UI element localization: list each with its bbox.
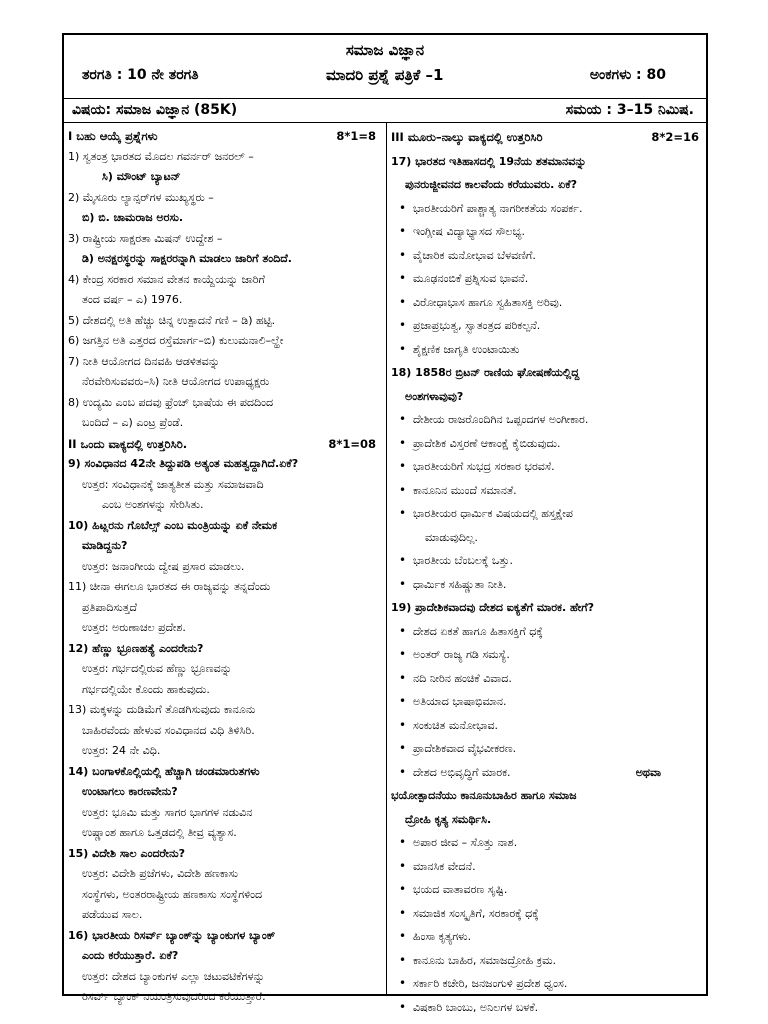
bullet-point bbox=[391, 479, 705, 503]
text-line bbox=[391, 385, 705, 409]
text-line bbox=[68, 352, 382, 373]
text-line bbox=[68, 147, 382, 168]
text-line bbox=[68, 495, 382, 516]
text-line bbox=[68, 803, 382, 824]
bullet-point bbox=[391, 761, 705, 785]
line-text: ಮೂಢನಂಬಿಕೆ ಪ್ರಶ್ನಿಸುವ ಭಾವನೆ. bbox=[413, 272, 529, 285]
line-text: ಪಡೆಯುವ ಸಾಲ. bbox=[82, 908, 143, 921]
text-line bbox=[391, 808, 705, 832]
class-label: ತರಗತಿ : 10 ನೇ ತರಗತಿ bbox=[82, 67, 199, 83]
line-text: ದ್ರೋಹಿ ಕೃತ್ಯ ಸಮರ್ಥಿಸಿ. bbox=[405, 812, 492, 826]
bullet-point bbox=[391, 972, 705, 996]
line-text: ದೇಶೀಯ ರಾಜರೊಂದಿಗಿನ ಒಪ್ಪಂದಗಳ ಅಂಗೀಕಾರ. bbox=[413, 413, 589, 426]
bullet-point bbox=[391, 620, 705, 644]
line-text: ಉಂಟಾಗಲು ಕಾರಣವೇನು? bbox=[82, 785, 178, 798]
bullet-point bbox=[391, 573, 705, 597]
text-line bbox=[68, 659, 382, 680]
line-text: ಭಾರತೀಯರಿಗೆ ಪಾಶ್ಚಾತ್ಯ ನಾಗರೀಕತೆಯ ಸಂಪರ್ಕ. bbox=[413, 201, 583, 215]
line-text: ಬಂದಿದೆ – ಎ) ಎಂಟ್ರ ಪ್ರೆಂಡೆ. bbox=[82, 416, 184, 429]
line-text: ವಿಷಕಾರಿ ಬಾಂಬು, ಅನಿಲಗಳ ಬಳಕೆ. bbox=[413, 1000, 539, 1014]
bullet-point bbox=[391, 197, 705, 221]
line-text: ಸಂಸ್ಥೆಗಳು, ಅಂತರರಾಷ್ಟ್ರೀಯ ಹಣಕಾಸು ಸಂಸ್ಥೆಗಳಿಂದ bbox=[82, 887, 263, 901]
bullet-point bbox=[391, 244, 705, 268]
bullet-point bbox=[391, 220, 705, 244]
line-text: ಗರ್ಭದಲ್ಲಿಯೇ ಕೊಂದು ಹಾಕುವುದು. bbox=[82, 682, 210, 696]
line-text: 12) ಹೆಣ್ಣು ಭ್ರೂಣಹತ್ಯೆ ಎಂದರೇನು? bbox=[68, 641, 204, 655]
text-line bbox=[68, 516, 382, 537]
text-line bbox=[68, 987, 382, 1008]
line-text: ಮಾಡುವುದಿಲ್ಲ. bbox=[425, 530, 478, 544]
column-divider bbox=[386, 123, 387, 994]
line-text: ಉತ್ತರ: 24 ನೇ ವಿಧಿ. bbox=[82, 744, 161, 757]
text-line bbox=[391, 526, 705, 550]
line-text: ಅತಿಯಾದ ಭಾಷಾಭಿಮಾನ. bbox=[413, 695, 507, 708]
section-heading bbox=[68, 126, 382, 147]
subject-label: ವಿಷಯ: ಸಮಾಜ ವಿಜ್ಞಾನ (85K) bbox=[72, 102, 238, 118]
line-text: 5) ದೇಶದಲ್ಲಿ ಅತಿ ಹೆಚ್ಚು ಚಿನ್ನ ಉತ್ಪಾದನೆ ಗಣಿ – ಡಿ) ಹಟ್ಟಿ. bbox=[68, 313, 276, 327]
line-text: ಪುನರುಜ್ಜೀವನದ ಕಾಲವೆಂದು ಕರೆಯುವರು. ಏಕೆ? bbox=[405, 178, 577, 191]
text-line bbox=[68, 557, 382, 578]
bullet-point bbox=[391, 408, 705, 432]
line-text: ವಿರೋಧಾಭಾಸ ಹಾಗೂ ಸ್ವಹಿತಾಸಕ್ತಿ ಅರಿವು. bbox=[413, 295, 563, 309]
text-line bbox=[68, 905, 382, 926]
line-text: ಅಪಾರ ಜೀವ – ಸೊತ್ತು ನಾಶ. bbox=[413, 836, 518, 849]
bullet-point bbox=[391, 690, 705, 714]
text-line bbox=[391, 150, 705, 174]
line-text: 9) ಸಂವಿಧಾನದ 42ನೇ ತಿದ್ದುಪಡಿ ಅತ್ಯಂತ ಮಹತ್ವದ್ದಾಗಿದೆ.ಏಕೆ? bbox=[68, 457, 299, 470]
line-text: 2) ಮೈಸೂರು ಲ್ಯಾನ್ಸರ್‌ಗಳ ಮುಖ್ಯಸ್ಥರು – bbox=[68, 190, 214, 204]
text-line bbox=[68, 372, 382, 393]
text-line bbox=[391, 596, 705, 620]
section-marks: 8*1=08 bbox=[328, 436, 376, 451]
line-text: 3) ರಾಷ್ಟ್ರೀಯ ಸಾಕ್ಷರತಾ ಮಿಷನ್ ಉದ್ದೇಶ – bbox=[68, 231, 223, 245]
bullet-point bbox=[391, 432, 705, 456]
text-line bbox=[68, 823, 382, 844]
left-column bbox=[68, 126, 382, 1003]
line-text: ಇಂಗ್ಲೀಷ ವಿದ್ಯಾಭ್ಯಾಸದ ಸೌಲಭ್ಯ. bbox=[413, 225, 526, 238]
line-text: 10) ಹಿಟ್ಲರನು ಗೊಬೆಲ್ಸ್ ಎಂಬ ಮಂತ್ರಿಯನ್ನು ಏಕೆ ನೇಮಕ bbox=[68, 518, 278, 532]
line-text: II ಒಂದು ವಾಕ್ಯದಲ್ಲಿ ಉತ್ತರಿಸಿರಿ. bbox=[68, 436, 188, 451]
bullet-point bbox=[391, 737, 705, 761]
text-line bbox=[68, 618, 382, 639]
bullet-point bbox=[391, 925, 705, 949]
line-text: ಸಂಕುಚಿತ ಮನೋಭಾವ. bbox=[413, 718, 499, 732]
line-text: ಭಾರತೀಯ ಬೆಂಬಲಕ್ಕೆ ಒತ್ತು. bbox=[413, 554, 513, 567]
right-column bbox=[391, 126, 705, 1014]
text-line bbox=[68, 331, 382, 352]
line-text: ಪ್ರಜಾಪ್ರಭುತ್ವ, ಸ್ವಾತಂತ್ರದ ಪರಿಕಲ್ಪನೆ. bbox=[413, 319, 541, 332]
line-text: ಪ್ರಾದೇಶಿಕವಾದ ವೈಭವೀಕರಣ. bbox=[413, 742, 517, 755]
line-text: ಭಯೋತ್ಪಾದನೆಯು ಕಾನೂನುಬಾಹಿರ ಹಾಗೂ ಸಮಾಜ bbox=[391, 789, 577, 802]
text-line bbox=[68, 967, 382, 988]
line-text: ಮಾಡಿದ್ದನು? bbox=[82, 539, 128, 552]
bullet-point bbox=[391, 314, 705, 338]
line-text: ದೇಶದ ಅಭಿವೃದ್ಧಿಗೆ ಮಾರಕ. bbox=[413, 765, 511, 779]
line-text: ಎಂಬ ಅಂಶಗಳನ್ನು ಸೇರಿಸಿತು. bbox=[102, 498, 204, 511]
text-line bbox=[391, 361, 705, 385]
line-text: ಶೈಕ್ಷಣಿಕ ಜಾಗೃತಿ ಉಂಟಾಯಿತು bbox=[413, 342, 520, 356]
text-line bbox=[68, 577, 382, 598]
text-line bbox=[68, 454, 382, 475]
line-text: ಸರ್ಕಾರಿ ಕಚೇರಿ, ಜನಜಂಗುಳಿ ಪ್ರದೇಶ ಧ್ವಂಸ. bbox=[413, 977, 568, 990]
line-text: ನದಿ ನೀರಿನ ಹಂಚಿಕೆ ವಿವಾದ. bbox=[413, 671, 512, 685]
text-line bbox=[68, 762, 382, 783]
line-text: ಡಿ) ಅನಕ್ಷರಸ್ಥರನ್ನು ಸಾಕ್ಷರರನ್ನಾಗಿ ಮಾಡಲು ಜಾರಿಗೆ ತಂದಿದೆ. bbox=[82, 252, 292, 265]
subject-row bbox=[64, 99, 706, 123]
text-line bbox=[68, 741, 382, 762]
line-text: 14) ಬಂಗಾಳಕೊಲ್ಲಿಯಲ್ಲಿ ಹೆಚ್ಚಾಗಿ ಚಂಡಮಾರುತಗಳು bbox=[68, 764, 260, 778]
text-line bbox=[68, 270, 382, 291]
bullet-point bbox=[391, 549, 705, 573]
text-line bbox=[68, 864, 382, 885]
line-text: 4) ಕೇಂದ್ರ ಸರಕಾರ ಸಮಾನ ವೇತನ ಕಾಯ್ದೆಯನ್ನು ಜಾರಿಗೆ bbox=[68, 272, 265, 286]
line-text: 17) ಭಾರತದ ಇತಿಹಾಸದಲ್ಲಿ 19ನೆಯ ಶತಮಾನವನ್ನು bbox=[391, 154, 587, 168]
line-text: ಬಿ) ಬಿ. ಚಾಮರಾಜ ಅರಸು. bbox=[82, 211, 184, 224]
bullet-point bbox=[391, 714, 705, 738]
text-line bbox=[68, 208, 382, 229]
line-text: ಧಾರ್ಮಿಕ ಸಹಿಷ್ಣುತಾ ನೀತಿ. bbox=[413, 577, 507, 591]
bullet-point bbox=[391, 338, 705, 362]
bullet-point bbox=[391, 643, 705, 667]
text-line bbox=[68, 926, 382, 947]
line-text: 15) ವಿದೇಶಿ ಸಾಲ ಎಂದರೇನು? bbox=[68, 846, 185, 860]
line-text: ಹಿಂಸಾ ಕೃತ್ಯಗಳು. bbox=[413, 930, 472, 943]
line-text: ಎಂದು ಕರೆಯುತ್ತಾರೆ. ಏಕೆ? bbox=[82, 949, 179, 962]
line-text: ಉತ್ತರ: ಗರ್ಭದಲ್ಲಿರುವ ಹೆಣ್ಣು ಭ್ರೂಣವನ್ನು bbox=[82, 662, 232, 675]
bullet-point bbox=[391, 902, 705, 926]
text-line bbox=[68, 598, 382, 619]
line-text: ಉತ್ತರ: ಭೂಮಿ ಮತ್ತು ಸಾಗರ ಭಾಗಗಳ ನಡುವಿನ bbox=[82, 805, 253, 819]
section-heading bbox=[391, 126, 705, 150]
text-line bbox=[68, 782, 382, 803]
bullet-point bbox=[391, 855, 705, 879]
text-line bbox=[68, 844, 382, 865]
line-text: 7) ನೀತಿ ಆಯೋಗದ ದಿನವಹಿ ಆಡಳಿತವನ್ನು bbox=[68, 354, 220, 368]
text-line bbox=[68, 229, 382, 250]
line-text: ನೆರವೇರಿಸುವವರು–ಸಿ) ನೀತಿ ಆಯೋಗದ ಉಪಾಧ್ಯಕ್ಷರು bbox=[82, 375, 270, 388]
bullet-point bbox=[391, 502, 705, 526]
line-text: ಅಂತರ್ ರಾಜ್ಯ ಗಡಿ ಸಮಸ್ಯೆ. bbox=[413, 648, 510, 661]
text-line bbox=[68, 188, 382, 209]
bullet-point bbox=[391, 949, 705, 973]
text-line bbox=[391, 173, 705, 197]
line-text: ಪ್ರತಿಪಾದಿಸುತ್ತದೆ bbox=[82, 600, 138, 614]
line-text: ಅಂಶಗಳಾವುವು? bbox=[405, 389, 464, 403]
bullet-point bbox=[391, 667, 705, 691]
line-text: ಭಾರತೀಯರ ಧಾರ್ಮಿಕ ವಿಷಯದಲ್ಲಿ ಹಸ್ತಕ್ಷೇಪ bbox=[413, 507, 573, 520]
line-text: 19) ಪ್ರಾದೇಶಿಕವಾದವು ದೇಶದ ಐಕ್ಯತೆಗೆ ಮಾರಕ. ಹೇಗೆ? bbox=[391, 601, 594, 614]
line-text: ಉತ್ತರ: ಜನಾಂಗೀಯ ದ್ವೇಷ ಪ್ರಸಾರ ಮಾಡಲು. bbox=[82, 559, 245, 573]
section-marks: 8*2=16 bbox=[651, 130, 699, 144]
or-label: ಅಥವಾ bbox=[635, 765, 661, 779]
bullet-point bbox=[391, 878, 705, 902]
line-text: 16) ಭಾರತೀಯ ರಿಸರ್ವ್ ಬ್ಯಾಂಕ್‌ನ್ನು ಬ್ಯಾಂಕುಗಳ ಬ್ಯಾಂಕ್ bbox=[68, 928, 276, 942]
line-text: 8) ಉದ್ಯಮಿ ಎಂಬ ಪದವು ಫ್ರೆಂಚ್ ಭಾಷೆಯ ಈ ಪದದಿಂದ bbox=[68, 395, 274, 409]
line-text: 6) ಜಗತ್ತಿನ ಅತಿ ಎತ್ತರದ ರಸ್ತೆಮಾರ್ಗ–ಬಿ) ಕುಲುಮನಾಲಿ–ಲ್ಹೇ bbox=[68, 334, 284, 347]
text-line bbox=[391, 784, 705, 808]
paper-title: ಮಾದರಿ ಪ್ರಶ್ನೆ ಪತ್ರಿಕೆ –1 bbox=[326, 66, 444, 84]
text-line bbox=[68, 946, 382, 967]
time-label: ಸಮಯ : 3–15 ನಿಮಿಷ. bbox=[565, 102, 694, 118]
text-line bbox=[68, 311, 382, 332]
line-text: ಉತ್ತರ: ವಿದೇಶಿ ಪ್ರಜೆಗಳು, ವಿದೇಶಿ ಹಣಕಾಸು bbox=[82, 867, 239, 880]
line-text: ವೈಚಾರಿಕ ಮನೋಭಾವ ಬೆಳವಣಿಗೆ. bbox=[413, 248, 536, 262]
header-block bbox=[64, 35, 706, 99]
text-line bbox=[68, 413, 382, 434]
line-text: I ಬಹು ಆಯ್ಕೆ ಪ್ರಶ್ನೆಗಳು bbox=[68, 129, 158, 143]
bullet-point bbox=[391, 267, 705, 291]
bullet-point bbox=[391, 455, 705, 479]
text-line bbox=[68, 680, 382, 701]
text-line bbox=[68, 393, 382, 414]
text-line bbox=[68, 536, 382, 557]
bullet-point bbox=[391, 291, 705, 315]
line-text: ಭಯದ ವಾತಾವರಣ ಸೃಷ್ಟಿ. bbox=[413, 883, 508, 896]
text-line bbox=[68, 249, 382, 270]
line-text: ಸಮಾಜಿಕ ಸಂಸ್ಕೃತಿಗೆ, ಸರಕಾರಕ್ಕೆ ಧಕ್ಕೆ bbox=[413, 906, 539, 920]
line-text: ಉಷ್ಣಾಂಶ ಹಾಗೂ ಒತ್ತಡದಲ್ಲಿ ತೀವ್ರ ವ್ಯತ್ಯಾಸ. bbox=[82, 826, 237, 839]
line-text: 18) 1858ರ ಬ್ರಿಟನ್ ರಾಣಿಯ ಘೋಷಣೆಯಲ್ಲಿದ್ದ bbox=[391, 366, 580, 379]
line-text: ಸಿ) ಮೌಂಟ್ ಬ್ಯಾಟನ್ bbox=[102, 170, 181, 183]
marks-label: ಅಂಕಗಳು : 80 bbox=[589, 67, 666, 83]
line-text: ಉತ್ತರ: ದೇಶದ ಬ್ಯಾಂಕುಗಳ ಎಲ್ಲಾ ಚಟುವಟಿಕೆಗಳನ್ನು bbox=[82, 969, 265, 983]
line-text: ಮಾನಸಿಕ ವೇದನೆ. bbox=[413, 859, 476, 873]
subject-title: ಸಮಾಜ ವಿಜ್ಞಾನ bbox=[345, 41, 425, 59]
line-text: 1) ಸ್ವತಂತ್ರ ಭಾರತದ ಮೊದಲ ಗವರ್ನರ್ ಜನರಲ್ – bbox=[68, 149, 254, 163]
section-marks: 8*1=8 bbox=[336, 129, 376, 143]
line-text: ಕಾನೂನು ಬಾಹಿರ, ಸಮಾಜದ್ರೋಹಿ ಕ್ರಮ. bbox=[413, 953, 557, 967]
line-text: ಪ್ರಾದೇಶಿಕ ವಿಸ್ತರಣೆ ಆಕಾಂಕ್ಷೆ ಕೈಬಿಡುವುದು. bbox=[413, 436, 561, 450]
line-text: III ಮೂರು–ನಾಲ್ಕು ವಾಕ್ಯದಲ್ಲಿ ಉತ್ತರಿಸಿರಿ bbox=[391, 130, 543, 144]
line-text: ಉತ್ತರ: ಅರುಣಾಚಲ ಪ್ರದೇಶ. bbox=[82, 621, 186, 634]
answer-columns bbox=[64, 123, 706, 1014]
text-line bbox=[68, 721, 382, 742]
line-text: ಬಾಹಿರವೆಂದು ಹೇಳುವ ಸಂವಿಧಾನದ ವಿಧಿ ತಿಳಿಸಿರಿ. bbox=[82, 723, 255, 737]
text-line bbox=[68, 885, 382, 906]
line-text: ದೇಶದ ಏಕತೆ ಹಾಗೂ ಹಿತಾಸಕ್ತಿಗೆ ಧಕ್ಕೆ bbox=[413, 624, 543, 638]
bullet-point bbox=[391, 831, 705, 855]
text-line bbox=[68, 290, 382, 311]
line-text: 13) ಮಕ್ಕಳನ್ನು ದುಡಿಮೆಗೆ ತೊಡಗಿಸುವುದು ಕಾನೂನು bbox=[68, 703, 256, 716]
text-line bbox=[68, 167, 382, 188]
text-line bbox=[68, 700, 382, 721]
bullet-point bbox=[391, 996, 705, 1020]
line-text: ಉತ್ತರ: ಸಂವಿಧಾನಕ್ಕೆ ಜಾತ್ಯತೀತ ಮತ್ತು ಸಮಾಜವಾದಿ bbox=[82, 477, 264, 491]
line-text: ರಿಸರ್ವ್ ಬ್ಯಾಂಕ್ ನಿಯಂತ್ರಿಸುವುದರಿಂದ ಕರೆಯುತ್ತಾರೆ. bbox=[82, 990, 266, 1003]
question-paper-sheet bbox=[62, 33, 708, 1014]
line-text: ತಂದ ವರ್ಷ – ಎ) 1976. bbox=[82, 293, 183, 306]
section-heading bbox=[68, 434, 382, 455]
line-text: ಭಾರತೀಯರಿಗೆ ಸುಭದ್ರ ಸರಕಾರ ಭರವಸೆ. bbox=[413, 460, 555, 473]
line-text: ಕಾನೂನಿನ ಮುಂದೆ ಸಮಾನತೆ. bbox=[413, 483, 517, 497]
text-line bbox=[68, 475, 382, 496]
line-text: 11) ಚೀನಾ ಈಗಲೂ ಭಾರತದ ಈ ರಾಜ್ಯವನ್ನು ತನ್ನದೆಂದು bbox=[68, 580, 271, 593]
text-line bbox=[68, 639, 382, 660]
